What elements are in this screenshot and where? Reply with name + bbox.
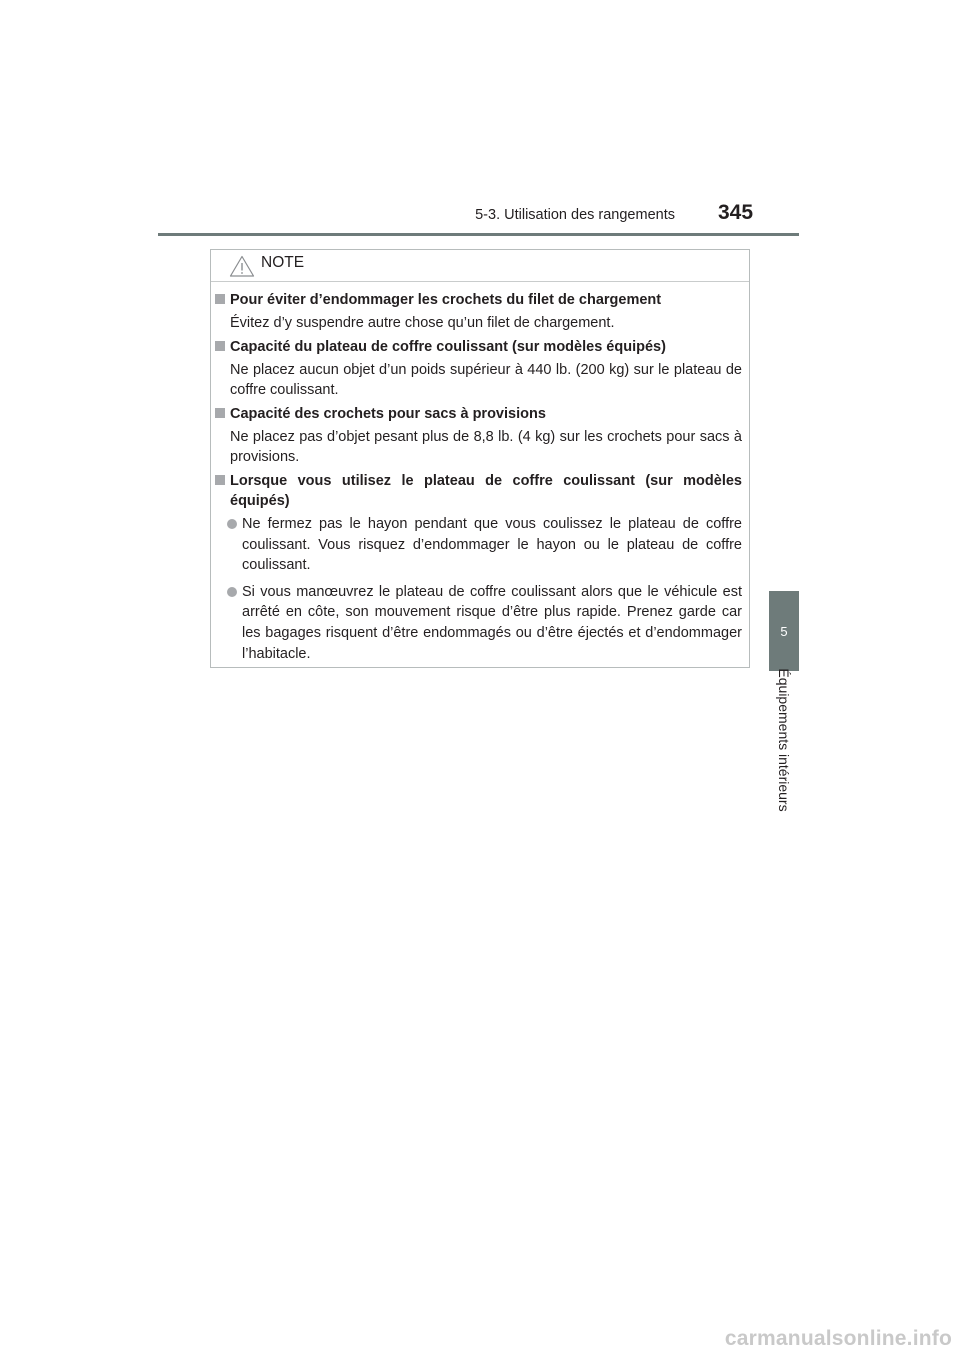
round-bullet-icon xyxy=(227,587,237,597)
note-header xyxy=(211,250,749,282)
section-text: Ne placez pas d’objet pesant plus de 8,8 lb. (4 kg) sur les crochets pour sacs à provisions. xyxy=(230,428,742,466)
section-text: Ne placez aucun objet d’un poids supérieur à 440 lb. (200 kg) sur le plateau de coffre coulissant. xyxy=(230,361,742,399)
header-rule xyxy=(158,233,799,236)
section-heading-text: Pour éviter d’endommager les crochets du filet de chargement xyxy=(230,292,662,308)
note-body xyxy=(211,290,749,670)
square-bullet-icon xyxy=(215,294,225,304)
note-section xyxy=(215,471,742,664)
chapter-title: Équipements intérieurs xyxy=(776,668,792,812)
note-box xyxy=(210,249,750,668)
note-section xyxy=(215,404,742,468)
note-title: NOTE xyxy=(261,253,305,271)
section-heading xyxy=(215,404,742,424)
section-heading xyxy=(215,471,742,511)
section-text: Évitez d’y suspendre autre chose qu’un filet de chargement. xyxy=(230,315,615,331)
section-title: 5-3. Utilisation des rangements xyxy=(475,207,675,223)
note-section xyxy=(215,290,742,334)
bullet-text: Ne fermez pas le hayon pendant que vous coulissez le plateau de coffre coulissant. Vous risquez d’endommager le hayon ou le plateau de coffre coulissant. xyxy=(242,515,742,574)
page-number: 345 xyxy=(718,201,754,224)
section-heading xyxy=(215,290,742,310)
section-heading-text: Capacité des crochets pour sacs à provisions xyxy=(230,405,546,422)
note-section xyxy=(215,337,742,401)
square-bullet-icon xyxy=(215,408,225,418)
chapter-tab xyxy=(769,591,799,671)
square-bullet-icon xyxy=(215,341,225,351)
chapter-number: 5 xyxy=(780,623,788,639)
bullet-text: Si vous manœuvrez le plateau de coffre coulissant alors que le véhicule est arrêté en côte, son mouvement risque d’être plus rapide. Prenez garde car les bagages risquent d’être endommagés ou d’être éjectés et d’endommager l’habitacle. xyxy=(242,583,742,662)
bullet-item xyxy=(215,582,742,664)
watermark: carmanualsonline.info xyxy=(724,1327,952,1350)
round-bullet-icon xyxy=(227,519,237,529)
bullet-item xyxy=(215,514,742,576)
section-heading xyxy=(215,337,742,357)
section-heading-text: Lorsque vous utilisez le plateau de coffre coulissant (sur modèles équipés) xyxy=(230,472,742,509)
square-bullet-icon xyxy=(215,475,225,485)
section-heading-text: Capacité du plateau de coffre coulissant (sur modèles équipés) xyxy=(230,338,666,355)
warning-triangle-icon xyxy=(229,255,255,277)
